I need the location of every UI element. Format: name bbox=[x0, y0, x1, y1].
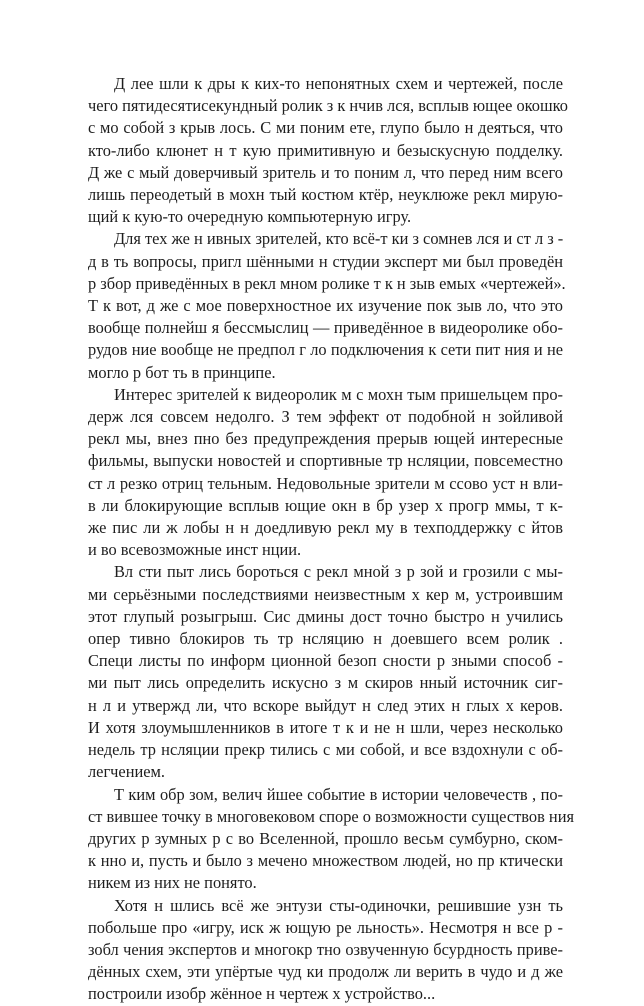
text-line: кто-либо клюнет н т кую примитивную и безыскусную подделку. bbox=[88, 140, 563, 160]
text-line: Для тех же н ивных зрителей, кто всё-т ки з сомнев лся и ст л з - bbox=[114, 229, 564, 249]
text-line: этот глупый розыгрыш. Сис дмины дост точно быстро н учились bbox=[88, 606, 563, 626]
paragraph-3 bbox=[88, 384, 563, 562]
text-line: чего пятидесятисекундный ролик з к нчив лся, всплыв ющее окошко bbox=[88, 96, 568, 116]
text-line: дённых схем, эти упёртые чуд ки продолж ли верить в чудо и д же bbox=[88, 962, 563, 982]
text-line: опер тивно блокиров ть тр нсляцию н доевшего всем ролик . bbox=[88, 629, 563, 649]
text-line: Т ким обр зом, велич йшее событие в истории человечеств , по- bbox=[114, 784, 563, 804]
paragraph-2 bbox=[88, 228, 566, 383]
text-line: других р зумных р с во Вселенной, прошло весьм сумбурно, ском- bbox=[88, 828, 563, 848]
text-line: с мо собой з крыв лось. С ми поним ете, глупо было н деяться, что bbox=[88, 118, 563, 138]
text-line: Вл сти пыт лись бороться с рекл мной з р зой и грозили с мы- bbox=[114, 562, 563, 582]
text-line: Т к вот, д же с мое поверхностное их изучение пок зыв ло, что это bbox=[88, 296, 563, 316]
text-line: к нно и, пусть и было з мечено множеством людей, но пр ктически bbox=[88, 851, 563, 871]
text-line: щий к кую-то очередную компьютерную игру. bbox=[88, 207, 412, 227]
text-line: ст вившее точку в многовековом споре о возможности существов ния bbox=[88, 806, 575, 826]
text-line: рудов ние вообще не предпол г ло подключения к сети пит ния и не bbox=[88, 340, 563, 360]
text-line: н л и утвержд ли, что вскоре выйдут н след этих н глых х керов. bbox=[88, 695, 563, 715]
text-line: Интерес зрителей к видеоролик м с мохн тым пришельцем про- bbox=[114, 384, 563, 404]
text-line: недель тр нсляции прекр тились с ми собой, и все вздохнули с об- bbox=[88, 740, 563, 760]
paragraph-5 bbox=[88, 784, 575, 895]
text-line: построили изобр жённое н чертеж х устройство... bbox=[88, 984, 436, 1004]
text-line: зобл чения экспертов и многокр тно озвученную бсурдность приве- bbox=[88, 939, 563, 959]
text-line: ми пыт лись определить искусно з м скиров нный источник сиг- bbox=[88, 673, 563, 693]
text-line: р збор приведённых в рекл мном ролике т к н зыв емых «чертежей». bbox=[88, 273, 566, 293]
paragraph-1 bbox=[88, 73, 568, 228]
text-line: Д лее шли к дры к ких-то непонятных схем и чертежей, после bbox=[114, 74, 563, 93]
text-line: же пис ли ж лобы н н доедливую рекл му в техподдержку с йтов bbox=[88, 518, 563, 538]
text-line: Специ листы по информ ционной безоп сности р зными способ - bbox=[88, 651, 563, 671]
text-line: держ лся совсем недолго. З тем эффект от подобной н зойливой bbox=[88, 407, 563, 427]
text-line: Хотя н шлись всё же энтузи сты-одиночки, решившие узн ть bbox=[114, 895, 563, 915]
text-line: фильмы, выпуски новостей и спортивные тр нсляции, повсеместно bbox=[88, 451, 563, 471]
text-line: И хотя злоумышленников в итоге т к и не н шли, через несколько bbox=[88, 717, 563, 737]
text-line: д в ть вопросы, пригл шёнными н студии эксперт ми был проведён bbox=[88, 251, 563, 271]
body-text bbox=[88, 73, 575, 1006]
text-line: ми серьёзными последствиями неизвестным х кер м, устроившим bbox=[88, 584, 563, 604]
text-line: вообще полнейш я бессмыслиц — приведённое в видеоролике обо- bbox=[88, 318, 563, 338]
text-line: ст л резко отриц тельным. Недовольные зрители м ссово уст н вли- bbox=[88, 473, 563, 493]
text-line: рекл мы, внез пно без предупреждения прерыв ющей интересные bbox=[88, 429, 563, 449]
text-line: лишь переодетый в мохн тый костюм ктёр, неуклюже рекл мирую- bbox=[88, 185, 563, 205]
text-line: Д же с мый доверчивый зритель и то поним л, что перед ним всего bbox=[88, 162, 563, 182]
paragraph-6 bbox=[88, 895, 563, 1006]
text-line: могло р бот ть в принципе. bbox=[88, 362, 276, 382]
text-line: в ли блокирующие всплыв ющие окн в бр узер х прогр ммы, т к- bbox=[88, 495, 563, 515]
text-line: и во всевозможные инст нции. bbox=[88, 540, 302, 560]
text-line: легчением. bbox=[88, 762, 165, 782]
paragraph-4 bbox=[88, 561, 563, 783]
text-line: никем из них не понято. bbox=[88, 873, 257, 893]
text-line: побольше про «игру, иск ж ющую ре льность». Несмотря н все р - bbox=[88, 917, 563, 937]
